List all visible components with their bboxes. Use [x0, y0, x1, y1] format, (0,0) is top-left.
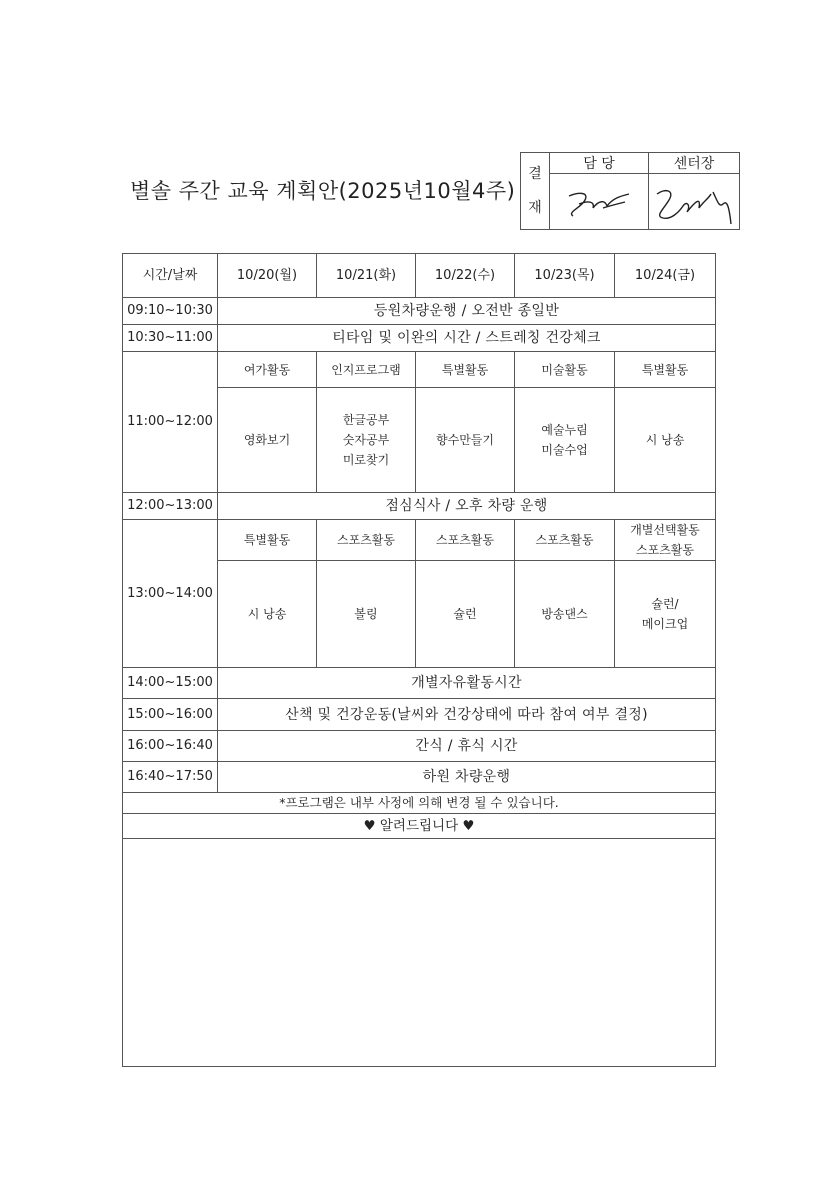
notice-title-row: [123, 814, 716, 839]
row-1400: [123, 668, 716, 699]
category-line: 스포츠활동: [535, 533, 594, 547]
time-cell: 09:10~10:30: [123, 298, 218, 325]
category-cell: 특별활동: [615, 352, 716, 388]
activity-line: 슐런/: [651, 597, 679, 611]
activity-line: 예술누림: [541, 423, 588, 437]
row-text: 티타임 및 이완의 시간 / 스트레칭 건강체크: [218, 325, 716, 352]
page-title: 별솔 주간 교육 계획안(2025년10월4주): [130, 179, 516, 203]
activity-line: 볼링: [354, 607, 378, 621]
time-cell: 11:00~12:00: [123, 352, 218, 493]
activity-cell: [218, 388, 317, 493]
signature-staff-mark: [559, 182, 639, 222]
row-text: 점심식사 / 오후 차량 운행: [218, 493, 716, 520]
category-line: 스포츠활동: [436, 533, 494, 547]
change-notice: *프로그램은 내부 사정에 의해 변경 될 수 있습니다.: [123, 793, 716, 814]
row-text: 산책 및 건강운동(날씨와 건강상태에 따라 참여 여부 결정): [218, 699, 716, 731]
category-line: 개별선택활동: [630, 523, 700, 537]
signature-director-mark: [649, 176, 739, 228]
activity-cell: [615, 561, 716, 668]
category-cell: 특별활동: [416, 352, 515, 388]
row-1500: [123, 699, 716, 731]
category-cell: 여가활동: [218, 352, 317, 388]
time-cell: 10:30~11:00: [123, 325, 218, 352]
approval-side-char-2: 재: [528, 200, 542, 216]
note-row: [123, 793, 716, 814]
activity-line: 숫자공부: [342, 433, 390, 447]
header-day-mon: 10/20(월): [218, 254, 317, 298]
row-1640: [123, 762, 716, 793]
activity-cell: [515, 561, 615, 668]
activity-line: 영화보기: [243, 433, 291, 447]
category-cell: 인지프로그램: [317, 352, 416, 388]
row-1030: [123, 325, 716, 352]
row-text: 등원차량운행 / 오전반 종일반: [218, 298, 716, 325]
weekly-schedule-table: [122, 253, 716, 1067]
header-day-fri: 10/24(금): [615, 254, 716, 298]
category-line: 스포츠활동: [337, 533, 395, 547]
notice-body-row: [123, 839, 716, 1067]
notice-body: [123, 839, 716, 1067]
category-cell: 미술활동: [515, 352, 615, 388]
activity-line: 미로찾기: [342, 453, 390, 467]
time-cell: 16:00~16:40: [123, 731, 218, 762]
schedule-header-row: [123, 254, 716, 298]
approval-header-staff: 담 당: [550, 153, 649, 174]
approval-header-director: 센터장: [649, 153, 740, 174]
activity-line: 향수만들기: [436, 433, 494, 447]
activity-line: 미술수업: [541, 443, 588, 457]
row-0910: [123, 298, 716, 325]
activity-line: 한글공부: [342, 413, 390, 427]
signature-director: [649, 174, 740, 230]
activity-line: 방송댄스: [541, 607, 588, 621]
category-cell: [218, 520, 317, 561]
category-cell: [317, 520, 416, 561]
row-1600: [123, 731, 716, 762]
signature-staff: [550, 174, 649, 230]
row-text: 간식 / 휴식 시간: [218, 731, 716, 762]
row-text: 개별자유활동시간: [218, 668, 716, 699]
activity-line: 시 낭송: [645, 433, 685, 447]
category-cell: [615, 520, 716, 561]
category-line: 스포츠활동: [636, 543, 694, 557]
header-day-wed: 10/22(수): [416, 254, 515, 298]
activity-line: 시 낭송: [247, 607, 287, 621]
header-corner: 시간/날짜: [123, 254, 218, 298]
activity-cell: [515, 388, 615, 493]
activity-cell: [317, 561, 416, 668]
activity-cell: [416, 561, 515, 668]
time-cell: 14:00~15:00: [123, 668, 218, 699]
activity-line: 슐런: [453, 607, 477, 621]
header-day-tue: 10/21(화): [317, 254, 416, 298]
time-cell: 12:00~13:00: [123, 493, 218, 520]
row-1100-categories: [123, 352, 716, 388]
time-cell: 13:00~14:00: [123, 520, 218, 668]
approval-side-label: [521, 153, 550, 230]
approval-box: [520, 152, 740, 230]
category-cell: [515, 520, 615, 561]
notice-title: ♥ 알려드립니다 ♥: [123, 814, 716, 839]
row-1200: [123, 493, 716, 520]
activity-cell: [416, 388, 515, 493]
activity-cell: [218, 561, 317, 668]
activity-cell: [615, 388, 716, 493]
header-day-thu: 10/23(목): [515, 254, 615, 298]
time-cell: 16:40~17:50: [123, 762, 218, 793]
time-cell: 15:00~16:00: [123, 699, 218, 731]
approval-side-char-1: 결: [528, 166, 542, 182]
category-cell: [416, 520, 515, 561]
row-text: 하원 차량운행: [218, 762, 716, 793]
activity-cell: [317, 388, 416, 493]
row-1300-categories: [123, 520, 716, 561]
activity-line: 메이크업: [641, 617, 689, 631]
category-line: 특별활동: [243, 533, 291, 547]
